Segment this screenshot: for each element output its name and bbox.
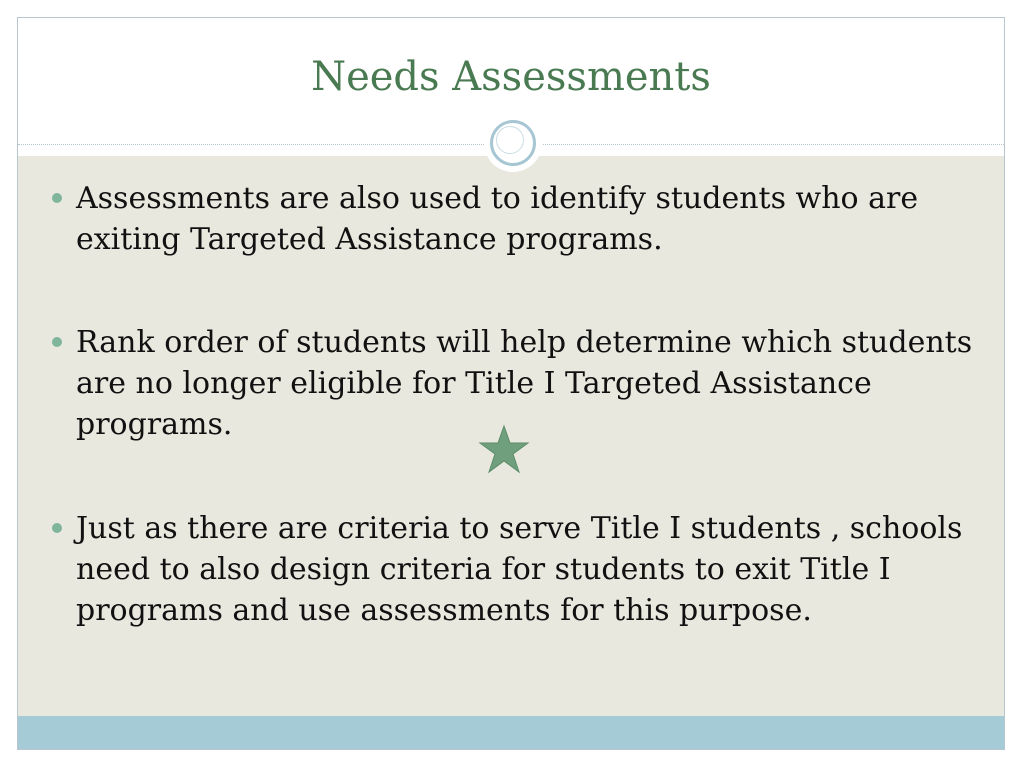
bullet-dot-icon (52, 193, 62, 203)
circle-ring-icon (484, 114, 542, 172)
bullet-dot-icon (52, 523, 62, 533)
bullet-item (48, 508, 996, 631)
circle-ring-inner (496, 126, 524, 154)
bullet-text: Assessments are also used to identify students who are exiting Targeted Assistance programs. (76, 181, 919, 257)
star-icon (477, 424, 531, 476)
bullet-text: Rank order of students will help determine which students are no longer eligible for Title I Targeted Assistance programs. (76, 325, 973, 442)
bullet-dot-icon (52, 337, 62, 347)
slide-title: Needs Assessments (311, 54, 711, 100)
slide (17, 17, 1005, 750)
bottom-bar (18, 716, 1004, 750)
bullet-text: Just as there are criteria to serve Title I students , schools need to also design criteria for students to exit Title I programs and use assessments for this purpose. (76, 511, 963, 628)
bullet-item (48, 178, 996, 260)
